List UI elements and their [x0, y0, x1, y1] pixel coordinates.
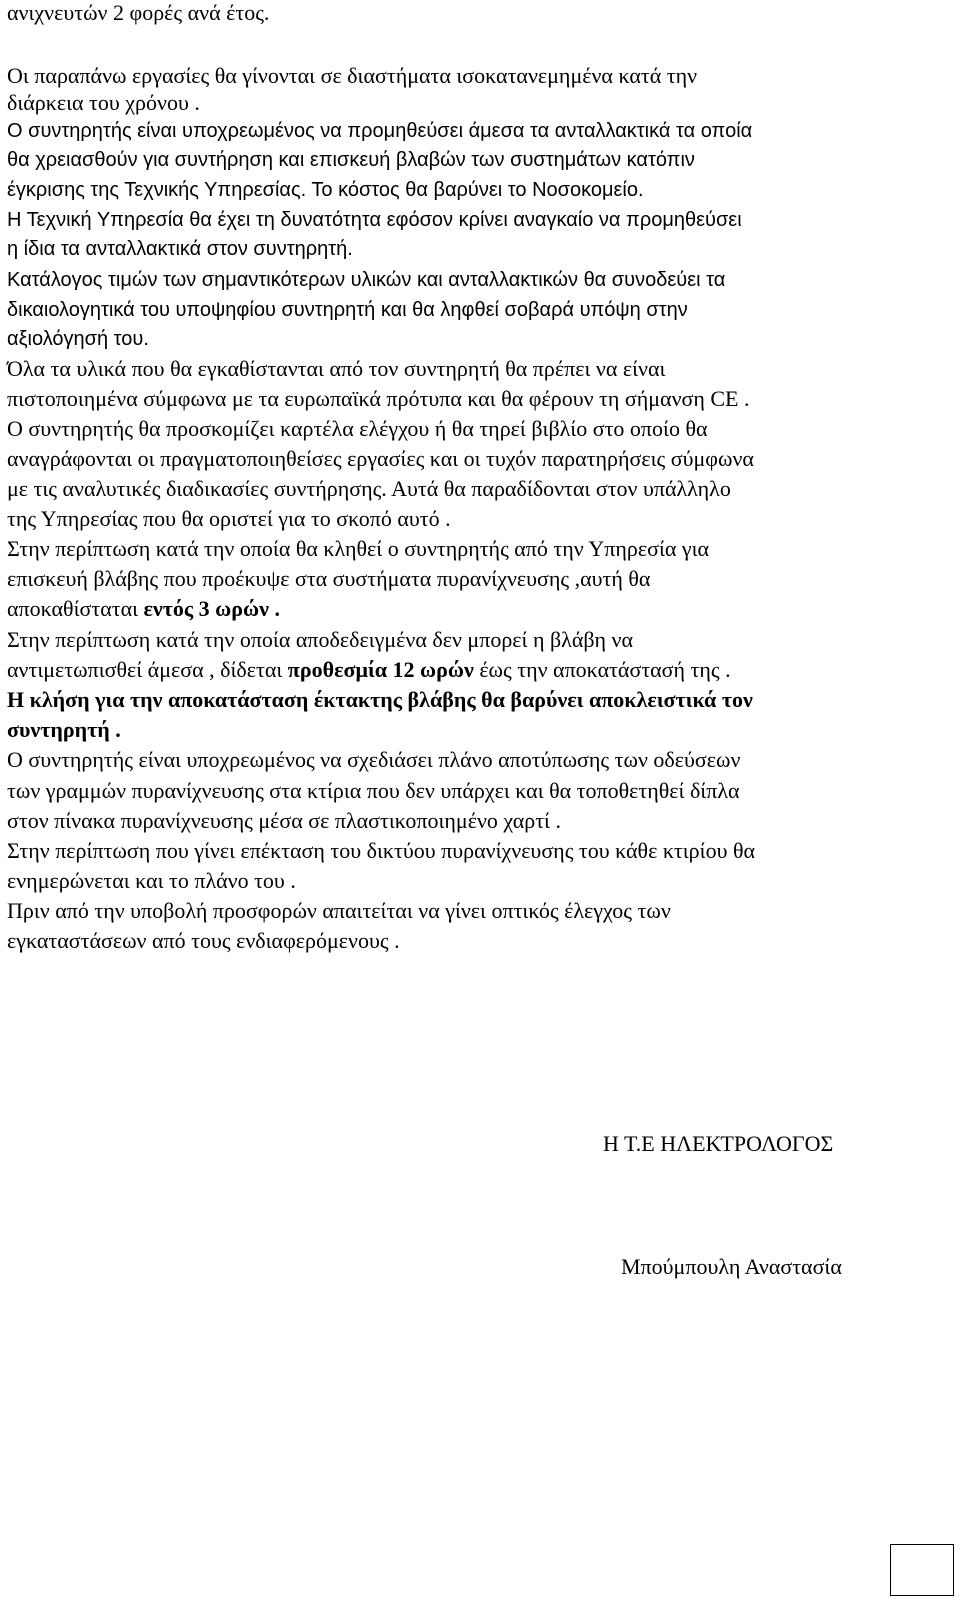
text-line: ενημερώνεται και το πλάνο του .: [7, 868, 296, 893]
text-line: [7, 656, 731, 684]
text-line: δικαιολογητικά του υποψηφίου συντηρητή και θα ληφθεί σοβαρά υπόψη στην: [7, 299, 688, 321]
text-run: έως την αποκατάστασή της .: [473, 657, 731, 682]
text-run: αντιμετωπισθεί άμεσα , δίδεται: [7, 657, 288, 682]
text-line: Στην περίπτωση κατά την οποία αποδεδειγμένα δεν μπορεί η βλάβη να: [7, 627, 634, 652]
text-line: ανιχνευτών 2 φορές ανά έτος.: [7, 0, 270, 25]
text-line: έγκρισης της Τεχνικής Υπηρεσίας. Το κόστος θα βαρύνει το Νοσοκομείο.: [7, 179, 644, 201]
text-line: επισκευή βλάβης που προέκυψε στα συστήματα πυρανίχνευσης ,αυτή θα: [7, 566, 651, 591]
signature-title: Η Τ.Ε ΗΛΕΚΤΡΟΛΟΓΟΣ: [603, 1131, 834, 1156]
text-line: με τις αναλυτικές διαδικασίες συντήρησης. Αυτά θα παραδίδονται στον υπάλληλο: [7, 476, 731, 501]
text-line: Ο συντηρητής είναι υποχρεωμένος να σχεδιάσει πλάνο αποτύπωσης των οδεύσεων: [7, 747, 741, 772]
page-number-box: [890, 1544, 954, 1596]
text-line: θα χρειασθούν για συντήρηση και επισκευή βλαβών των συστημάτων κατόπιν: [7, 149, 695, 171]
text-line: αξιολόγησή του.: [7, 328, 149, 350]
text-line: Ο συντηρητής θα προσκομίζει καρτέλα ελέγχου ή θα τηρεί βιβλίο στο οποίο θα: [7, 416, 708, 441]
text-run: αποκαθίσταται: [7, 596, 144, 621]
text-line: στον πίνακα πυρανίχνευσης μέσα σε πλαστικοποιημένο χαρτί .: [7, 808, 561, 833]
bold-text-line: συντηρητή .: [7, 717, 121, 742]
text-line: διάρκεια του χρόνου .: [7, 90, 200, 115]
text-line: Όλα τα υλικά που θα εγκαθίστανται από τον συντηρητή θα πρέπει να είναι: [7, 356, 666, 381]
bold-text-run: προθεσμία 12 ωρών: [287, 657, 474, 682]
text-line: της Υπηρεσίας που θα οριστεί για το σκοπό αυτό .: [7, 506, 451, 531]
bold-text-run: εντός 3 ωρών .: [143, 596, 280, 621]
bold-text-line: Η κλήση για την αποκατάσταση έκτακτης βλάβης θα βαρύνει αποκλειστικά τον: [7, 687, 753, 712]
text-line: [7, 595, 280, 623]
text-line: εγκαταστάσεων από τους ενδιαφερόμενους .: [7, 928, 400, 953]
text-line: Οι παραπάνω εργασίες θα γίνονται σε διαστήματα ισοκατανεμημένα κατά την: [7, 63, 698, 88]
text-line: Η Τεχνική Υπηρεσία θα έχει τη δυνατότητα εφόσον κρίνει αναγκαίο να προμηθεύσει: [7, 209, 742, 231]
signature-name: Μπούμπουλη Αναστασία: [621, 1254, 842, 1279]
text-line: αναγράφονται οι πραγματοποιηθείσες εργασίες και οι τυχόν παρατηρήσεις σύμφωνα: [7, 446, 754, 471]
text-line: Ο συντηρητής είναι υποχρεωμένος να προμηθεύσει άμεσα τα ανταλλακτικά τα οποία: [7, 120, 753, 142]
text-line: Κατάλογος τιμών των σημαντικότερων υλικών και ανταλλακτικών θα συνοδεύει τα: [7, 269, 726, 291]
text-line: Στην περίπτωση που γίνει επέκταση του δικτύου πυρανίχνευσης του κάθε κτιρίου θα: [7, 838, 756, 863]
text-line: Στην περίπτωση κατά την οποία θα κληθεί ο συντηρητής από την Υπηρεσία για: [7, 536, 710, 561]
text-line: Πριν από την υποβολή προσφορών απαιτείται να γίνει οπτικός έλεγχος των: [7, 898, 671, 923]
text-line: η ίδια τα ανταλλακτικά στον συντηρητή.: [7, 238, 353, 260]
text-line: πιστοποιημένα σύμφωνα με τα ευρωπαϊκά πρότυπα και θα φέρουν τη σήμανση CE .: [7, 386, 750, 411]
text-line: των γραμμών πυρανίχνευσης στα κτίρια που δεν υπάρχει και θα τοποθετηθεί δίπλα: [7, 778, 740, 803]
